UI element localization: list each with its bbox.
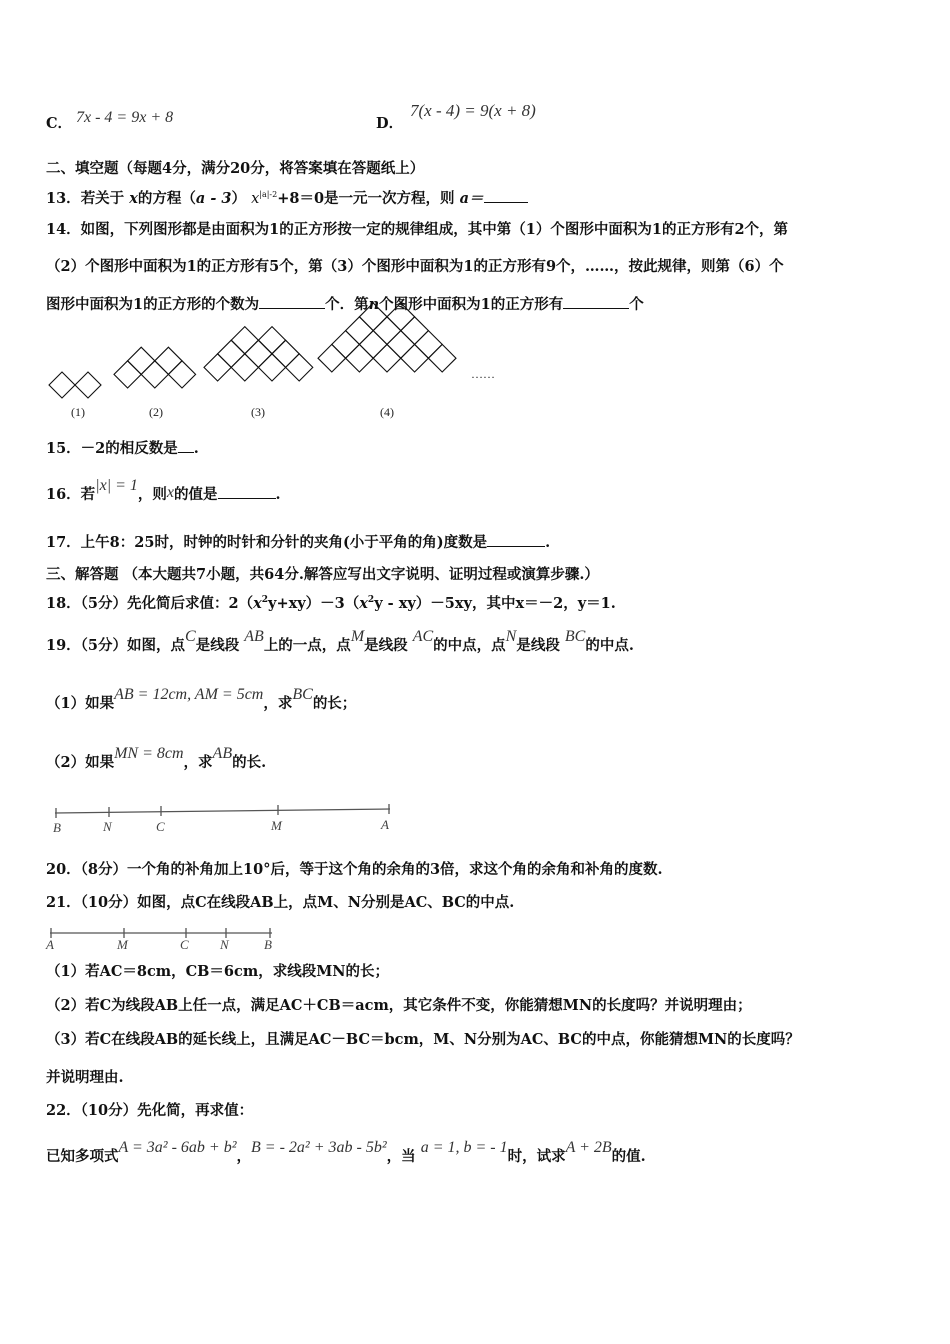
question-17: 17．上午8：25时，时钟的时针和分针的夹角(小于平角的角)度数是 .: [46, 534, 551, 551]
question-14-line1: 14．如图，下列图形都是由面积为1的正方形按一定的规律组成，其中第（1）个图形中面积为1的正方形有2个，第: [46, 221, 789, 238]
point-label-N: N: [220, 937, 229, 952]
unit-square: [204, 354, 231, 381]
figure-ellipsis: ……: [471, 367, 495, 381]
question-21: 21．（10分）如图，点C在线段AB上，点M、N分别是AC、BC的中点.: [46, 894, 515, 911]
unit-square: [373, 317, 401, 345]
option-d-equation: 7(x - 4) = 9(x + 8): [410, 101, 536, 120]
unit-square: [128, 347, 155, 374]
unit-square: [373, 344, 401, 372]
figure-label-1: (1): [71, 405, 85, 419]
question-21-part1: （1）若AC＝8cm，CB＝6cm，求线段MN的长；: [46, 963, 390, 980]
point-label-N: N: [103, 819, 112, 834]
point-label-B: B: [264, 937, 272, 952]
question-18: 18．（5分）先化简后求值：$2(x^2y+xy)-3(x^2y - xy)-5xy$，其中x＝－2，y＝1.: [46, 594, 616, 612]
unit-square: [258, 327, 285, 354]
unit-square: [428, 344, 456, 372]
unit-square: [114, 361, 141, 388]
question-19-part1: （1）如果AB = 12cm, AM = 5cm，求BC的长；: [46, 686, 357, 712]
question-15: 15．－2的相反数是 .: [46, 440, 199, 457]
unit-square: [168, 361, 195, 388]
unit-square: [401, 344, 429, 372]
unit-square: [231, 354, 258, 381]
point-label-A: A: [381, 817, 389, 832]
unit-square: [218, 340, 245, 367]
point-label-C: C: [180, 937, 189, 952]
answer-blank[interactable]: [178, 438, 194, 453]
question-20: 20．（8分）一个角的补角加上10°后，等于这个角的余角的3倍，求这个角的余角和补角的度数.: [46, 861, 663, 878]
unit-square: [359, 331, 387, 359]
option-c: C．: [46, 115, 73, 132]
unit-square: [387, 331, 415, 359]
point-label-M: M: [271, 818, 282, 833]
unit-square: [346, 344, 374, 372]
point-label-B: B: [53, 820, 61, 835]
point-label-A: A: [46, 937, 54, 952]
unit-square: [415, 331, 443, 359]
unit-square: [401, 317, 429, 345]
square-pattern-figure: [0, 320, 520, 430]
unit-square: [141, 361, 168, 388]
answer-blank[interactable]: [487, 532, 545, 547]
segment-figure-21: [0, 926, 300, 956]
question-22-body: 已知多项式A = 3a² - 6ab + b²，B = - 2a² + 3ab - 5b²，当 a = 1, b = - 1时，试求A + 2B的值.: [46, 1139, 646, 1165]
section2-title: 二、填空题（每题4分，满分20分，将答案填在答题纸上）: [46, 160, 425, 177]
question-16: 16．若|x| = 1，则x的值是 .: [46, 477, 281, 503]
unit-square: [318, 344, 346, 372]
unit-square: [49, 372, 75, 398]
figure-label-2: (2): [149, 405, 163, 419]
question-21-part3-cont: 并说明理由.: [46, 1069, 124, 1086]
answer-blank[interactable]: [259, 294, 325, 309]
figure-label-4: (4): [380, 405, 394, 419]
question-14-line2: （2）个图形中面积为1的正方形有5个，第（3）个图形中面积为1的正方形有9个，……，按此规律，则第（6）个: [46, 258, 784, 275]
section3-title: 三、解答题 （本大题共7小题，共64分.解答应写出文字说明、证明过程或演算步骤.）: [46, 566, 599, 583]
option-c-equation: 7x - 4 = 9x + 8: [76, 109, 174, 126]
unit-square: [286, 354, 313, 381]
answer-blank[interactable]: [563, 294, 629, 309]
segment-figure-19: [0, 800, 420, 840]
answer-blank[interactable]: [218, 484, 276, 499]
unit-square: [155, 347, 182, 374]
option-d: D．: [376, 115, 404, 132]
unit-square: [75, 372, 101, 398]
unit-square: [245, 340, 272, 367]
unit-square: [231, 327, 258, 354]
unit-square: [332, 331, 360, 359]
unit-square: [346, 317, 374, 345]
question-13: 13．若关于 x的方程（a - 3） $x^{|a|-2}+8=0$是一元一次方程，则 a＝: [46, 185, 528, 209]
question-21-part2: （2）若C为线段AB上任一点，满足AC＋CB＝acm，其它条件不变，你能猜想MN的长度吗？并说明理由；: [46, 997, 752, 1014]
figure-label-3: (3): [251, 405, 265, 419]
point-label-C: C: [156, 819, 165, 834]
question-22: 22．（10分）先化简，再求值：: [46, 1102, 254, 1119]
question-19: 19．（5分）如图，点C是线段 AB上的一点，点M是线段 AC的中点，点N是线段 BC的中点.: [46, 628, 634, 654]
point-label-M: M: [117, 937, 128, 952]
unit-square: [272, 340, 299, 367]
question-21-part3: （3）若C在线段AB的延长线上，且满足AC－BC＝bcm，M、N分别为AC、BC的中点，你能猜想MN的长度吗？: [46, 1031, 800, 1048]
question-19-part2: （2）如果MN = 8cm，求AB的长.: [46, 745, 267, 771]
answer-blank[interactable]: [484, 188, 528, 203]
question-14-line3: 图形中面积为1的正方形的个数为 个．第n个图形中面积为1的正方形有 个: [46, 296, 644, 313]
unit-square: [258, 354, 285, 381]
